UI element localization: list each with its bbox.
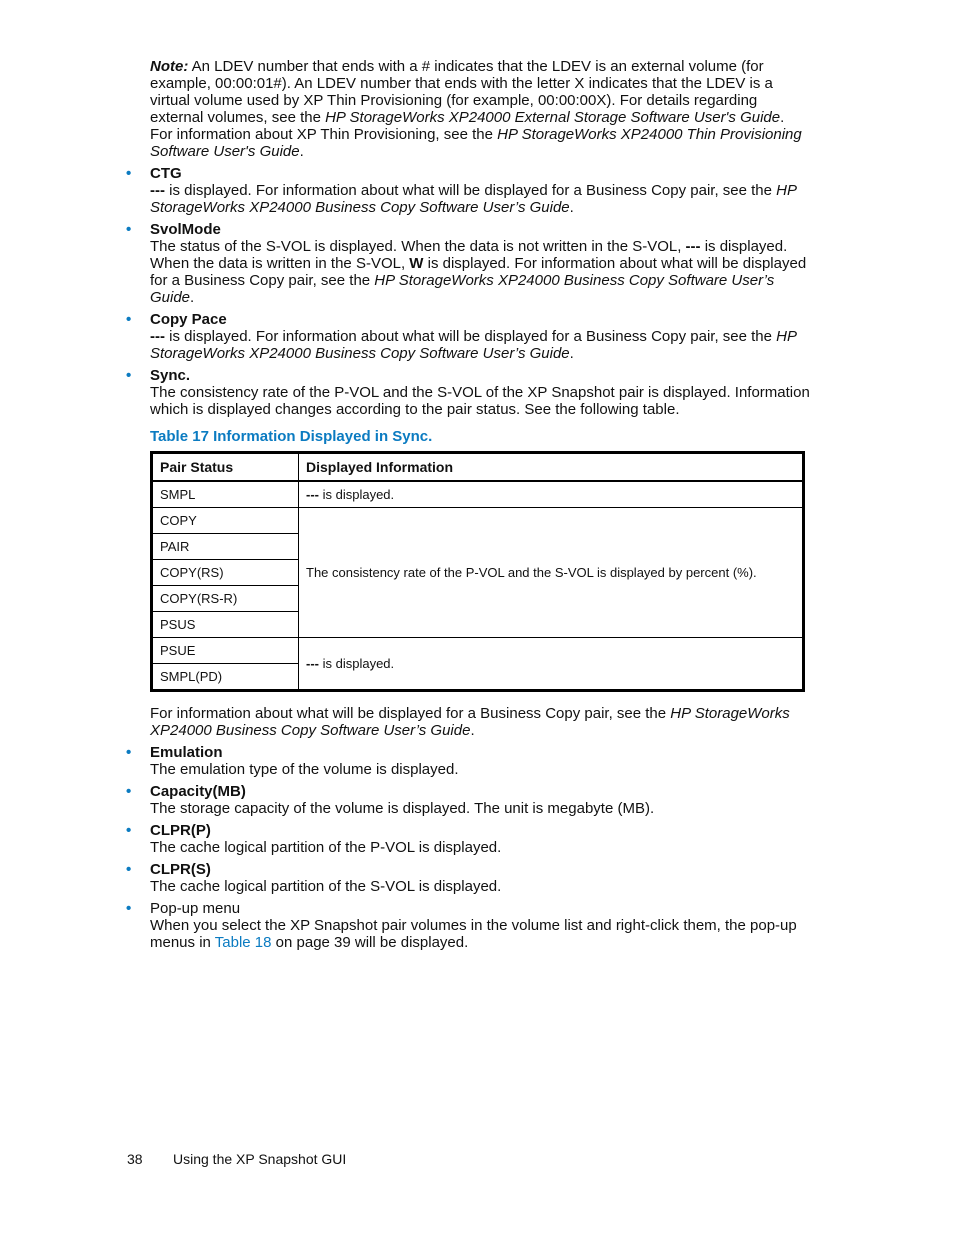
item-text: The cache logical partition of the P-VOL is displayed. <box>150 839 502 856</box>
footer-title: Using the XP Snapshot GUI <box>173 1151 347 1167</box>
item-text: The cache logical partition of the S-VOL is displayed. <box>150 878 502 895</box>
item-popup-menu <box>126 900 810 951</box>
status-cell: PSUS <box>152 612 299 638</box>
item-title: Pop-up menu <box>150 900 241 917</box>
item-title: CLPR(S) <box>150 861 211 878</box>
after-table-paragraph: For information about what will be displayed for a Business Copy pair, see the HP StorageWorks XP24000 Business Copy Software User’s Guide. <box>150 705 790 739</box>
item-text: The status of the S-VOL is displayed. When the data is not written in the S-VOL, --- is displayed. When the data is written in the S-VOL, W is displayed. For information about what will be displayed for a Business Copy pair, see the HP StorageWorks XP24000 Business Copy Software User’s Guide. <box>150 238 807 306</box>
note-ref-thin-provisioning: HP StorageWorks XP24000 Thin Provisioning Software User's Guide <box>150 126 802 160</box>
bullet-icon: • <box>126 783 132 800</box>
item-capacity <box>126 783 810 817</box>
item-title: Emulation <box>150 744 223 761</box>
status-cell: COPY <box>152 508 299 534</box>
status-cell: SMPL <box>152 481 299 508</box>
table-header-row <box>152 453 804 482</box>
item-title: Capacity(MB) <box>150 783 246 800</box>
item-text: The storage capacity of the volume is displayed. The unit is megabyte (MB). <box>150 800 655 817</box>
item-title: SvolMode <box>150 221 221 238</box>
page-footer <box>127 1151 346 1167</box>
item-copy-pace <box>126 311 810 362</box>
table-row <box>152 638 804 664</box>
item-title: CLPR(P) <box>150 822 211 839</box>
page-content <box>126 58 810 951</box>
item-sync <box>126 367 810 739</box>
item-clpr-p <box>126 822 810 856</box>
table-caption: Table 17 Information Displayed in Sync. <box>150 428 433 445</box>
header-displayed-info: Displayed Information <box>299 453 804 482</box>
bullet-icon: • <box>126 367 132 384</box>
info-cell: --- is displayed. <box>299 481 804 508</box>
item-clpr-s <box>126 861 810 895</box>
item-svolmode <box>126 221 810 306</box>
item-title: Sync. <box>150 367 191 384</box>
info-cell: The consistency rate of the P-VOL and the S-VOL is displayed by percent (%). <box>299 508 804 638</box>
item-title: CTG <box>150 165 182 182</box>
item-text: --- is displayed. For information about what will be displayed for a Business Copy pair, see the HP StorageWorks XP24000 Business Copy Software User’s Guide. <box>150 182 797 216</box>
bullet-icon: • <box>126 744 132 761</box>
status-cell: COPY(RS) <box>152 560 299 586</box>
header-pair-status: Pair Status <box>152 453 299 482</box>
note-paragraph: Note: An LDEV number that ends with a # indicates that the LDEV is an external volume (for example, 00:00:01#). An LDEV number that ends with the letter X indicates that the LDEV is a virtual volume used by XP Thin Provisioning (for example, 00:00:00X). For details regarding external volumes, see the HP StorageWorks XP24000 External Storage Software User's Guide. For information about XP Thin Provisioning, see the HP StorageWorks XP24000 Thin Provisioning Software User's Guide. <box>150 58 802 160</box>
note-ref-external-storage: HP StorageWorks XP24000 External Storage Software User's Guide <box>325 109 781 126</box>
bullet-icon: • <box>126 165 132 182</box>
bullet-icon: • <box>126 900 132 917</box>
table-18-link[interactable]: Table 18 <box>214 934 272 951</box>
item-title: Copy Pace <box>150 311 227 328</box>
note-label: Note: <box>150 58 189 75</box>
status-cell: PAIR <box>152 534 299 560</box>
status-cell: SMPL(PD) <box>152 664 299 691</box>
info-cell: --- is displayed. <box>299 638 804 691</box>
bullet-icon: • <box>126 311 132 328</box>
bullet-icon: • <box>126 822 132 839</box>
status-cell: PSUE <box>152 638 299 664</box>
table-row <box>152 481 804 508</box>
item-emulation <box>126 744 810 778</box>
sync-info-table <box>150 451 805 692</box>
bullet-icon: • <box>126 221 132 238</box>
item-text: The consistency rate of the P-VOL and the S-VOL of the XP Snapshot pair is displayed. Information which is displayed changes according to the pair status. See the following table. <box>150 384 810 418</box>
item-text: The emulation type of the volume is displayed. <box>150 761 459 778</box>
item-ctg <box>126 165 810 216</box>
item-text: --- is displayed. For information about what will be displayed for a Business Copy pair, see the HP StorageWorks XP24000 Business Copy Software User’s Guide. <box>150 328 797 362</box>
bullet-icon: • <box>126 861 132 878</box>
item-text: When you select the XP Snapshot pair volumes in the volume list and right-click them, the pop-up menus in Table 18 on page 39 will be displayed. <box>150 917 797 951</box>
page-number: 38 <box>127 1151 143 1167</box>
table-row <box>152 508 804 534</box>
status-cell: COPY(RS-R) <box>152 586 299 612</box>
